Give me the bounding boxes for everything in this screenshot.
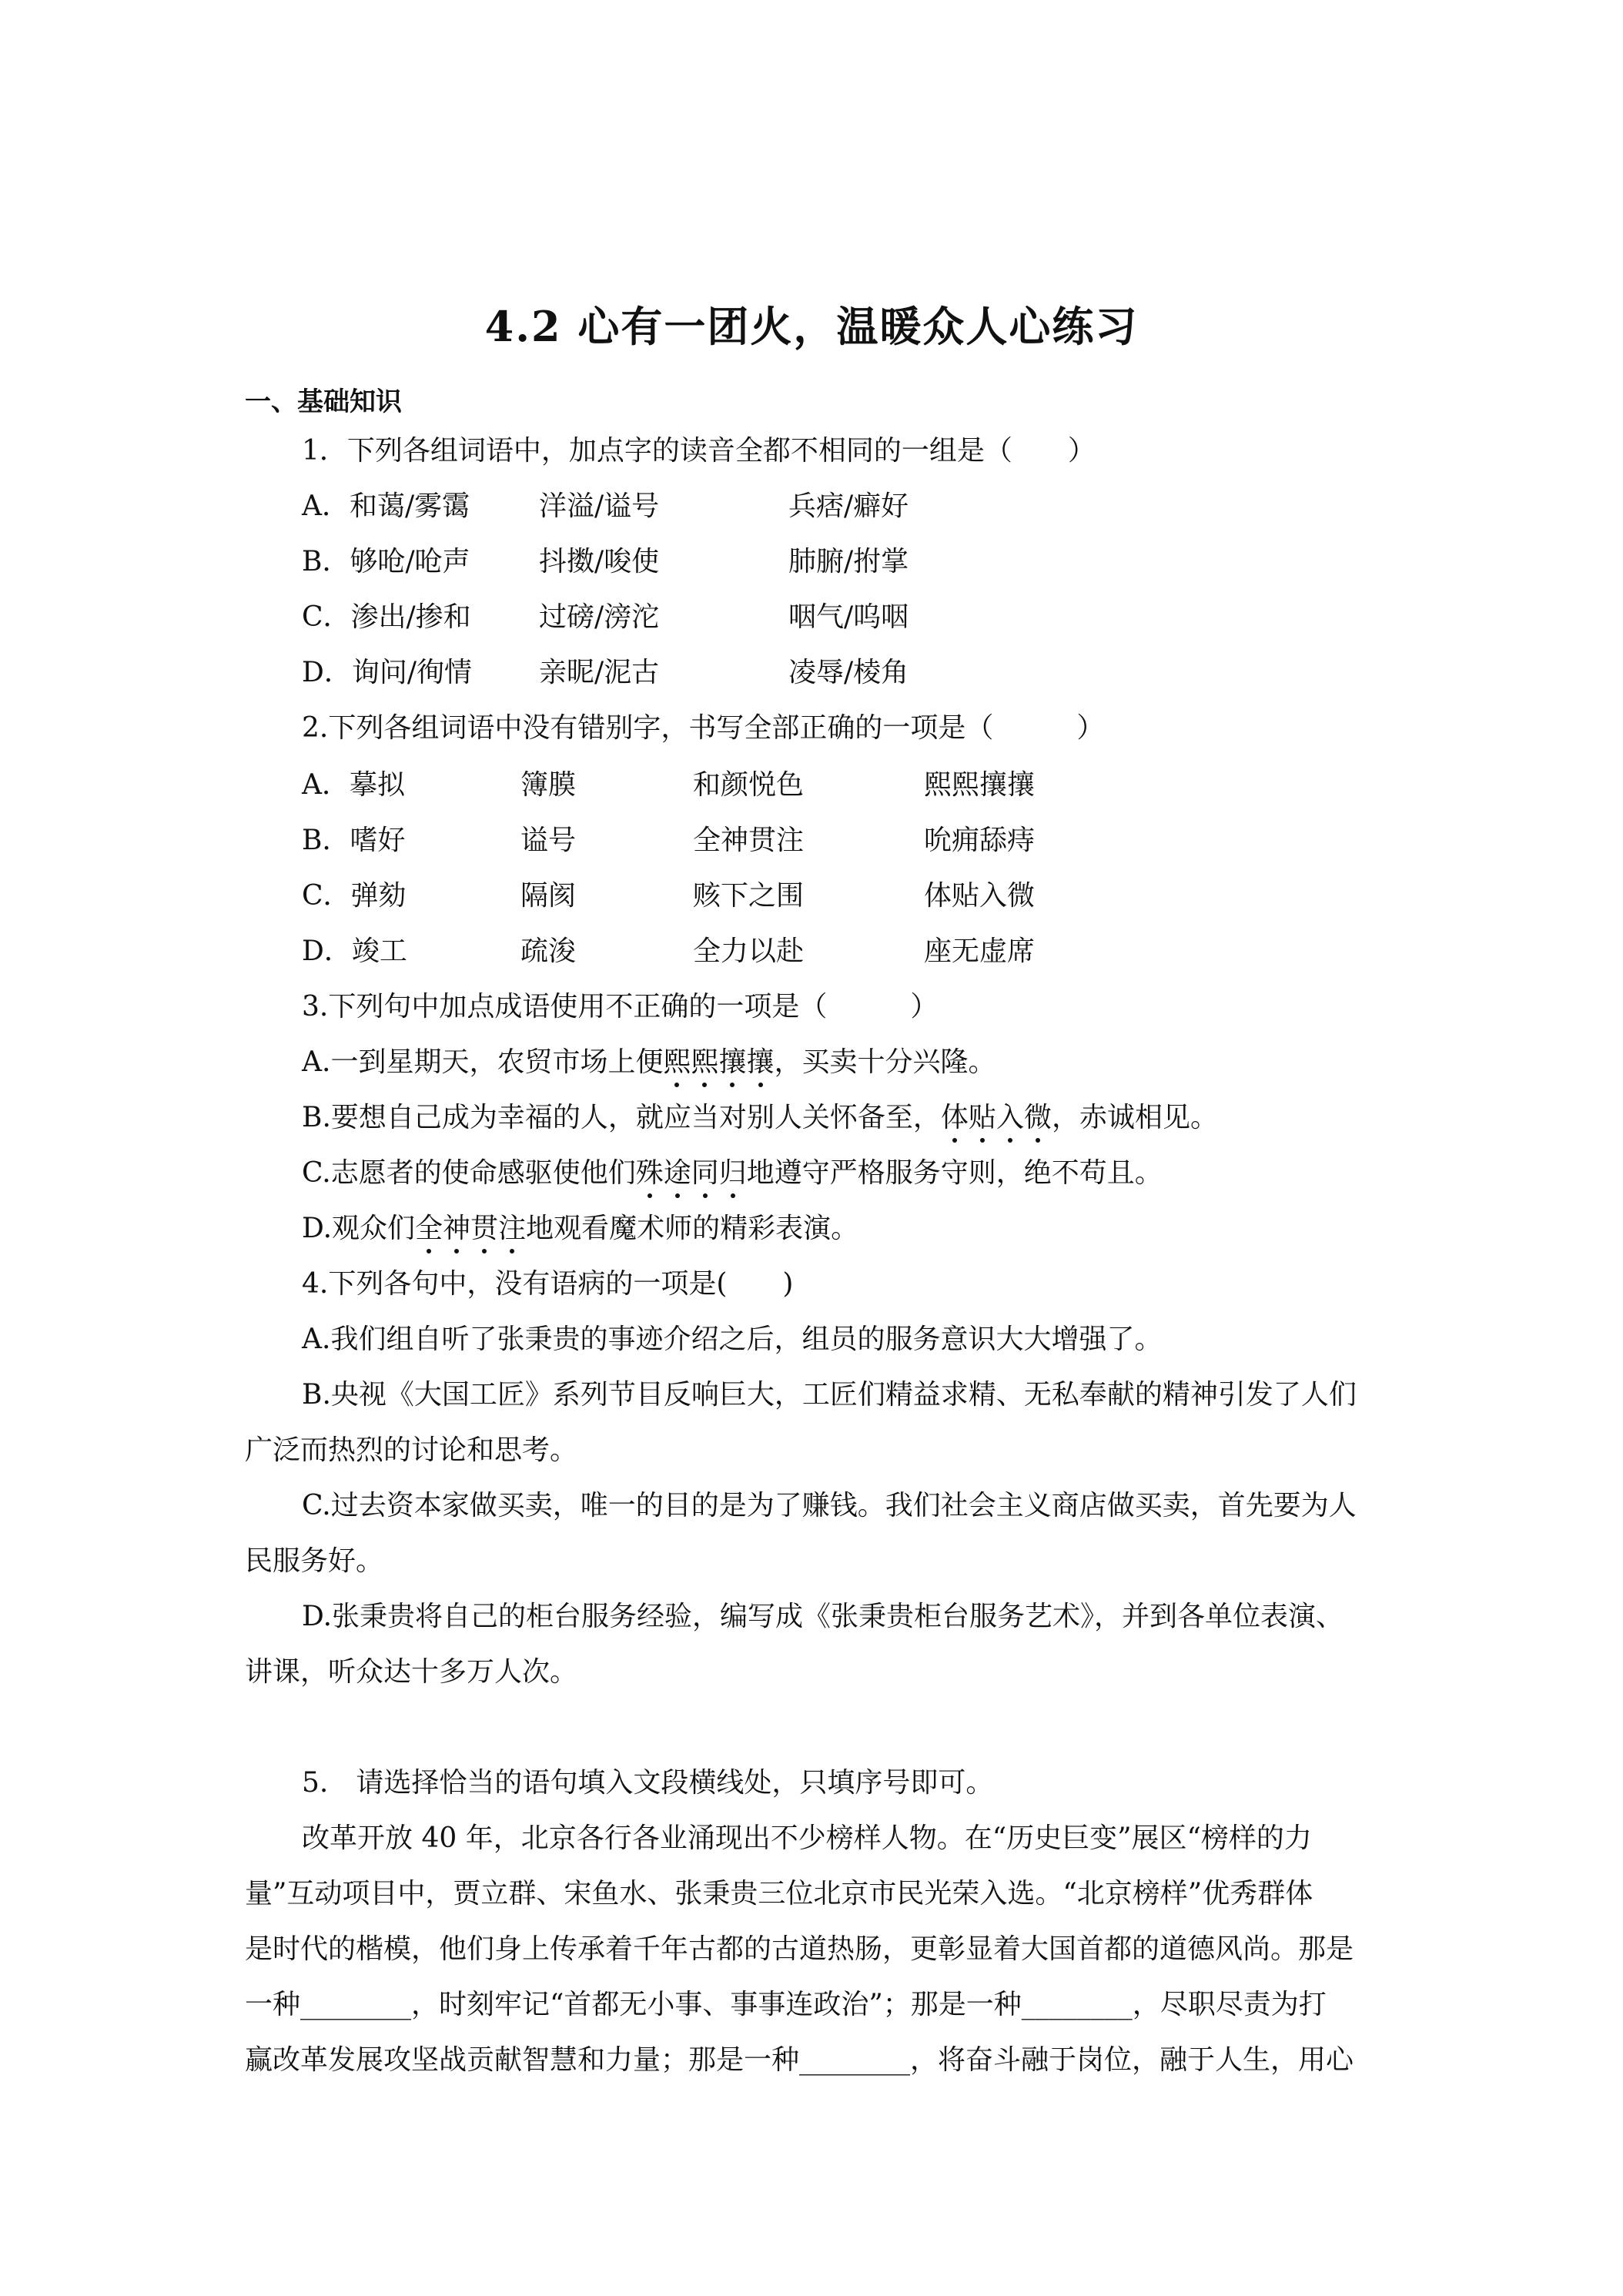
dotted-char: 入 (996, 1098, 1024, 1138)
q2-option-d (302, 932, 1149, 972)
q1-d-group-1: D．询问/徇情 (302, 657, 472, 688)
q1-c-group-2: 过磅/滂沱 (539, 601, 660, 633)
q5-passage-line-4: 一种________，时刻牢记“首都无小事、事事连政治”；那是一种________，尽职尽责为打 (245, 1989, 1327, 2020)
q1-option-d (302, 653, 1072, 693)
q2-a-word-2: 簿膜 (520, 769, 577, 801)
q1-d-group-2: 亲昵/泥古 (539, 657, 660, 688)
dotted-char: 全 (415, 1209, 443, 1249)
question-3-stem: 3.下列句中加点成语使用不正确的一项是（ ） (302, 991, 939, 1022)
q4-option-a: A.我们组自听了张秉贵的事迹介绍之后，组员的服务意识大大增强了。 (302, 1324, 1163, 1355)
q2-b-word-4: 吮痈舔痔 (924, 825, 1036, 856)
q3-d-dotted-idiom (415, 1213, 526, 1244)
q2-b-word-3: 全神贯注 (693, 825, 805, 856)
q3-b-post: ，赤诚相见。 (1051, 1102, 1218, 1133)
q5-passage-line-5: 赢改革发展攻坚战贡献智慧和力量；那是一种________，将奋斗融于岗位，融于人生，用心 (245, 2044, 1354, 2076)
q4-option-d-line-1: D.张秉贵将自己的柜台服务经验，编写成《张秉贵柜台服务艺术》，并到各单位表演、 (302, 1601, 1344, 1632)
q3-option-d (302, 1209, 858, 1249)
q3-b-dotted-idiom (941, 1102, 1052, 1133)
q2-d-word-2: 疏浚 (520, 935, 577, 967)
q2-option-a (302, 765, 1149, 805)
q4-option-b-line-2: 广泛而热烈的讨论和思考。 (245, 1434, 578, 1466)
q3-b-pre: B.要想自己成为幸福的人，就应当对别人关怀备至， (302, 1102, 941, 1133)
q5-passage-line-3: 是时代的楷模，他们身上传承着千年古都的古道热肠，更彰显着大国首都的道德风尚。那是 (245, 1933, 1354, 1965)
q1-option-c (302, 597, 1072, 638)
q3-c-dotted-idiom (636, 1157, 747, 1189)
question-5-stem: 5. 请选择恰当的语句填入文段横线处，只填序号即可。 (302, 1767, 994, 1799)
q3-d-pre: D.观众们 (302, 1213, 416, 1244)
q5-passage-line-2: 量”互动项目中，贾立群、宋鱼水、张秉贵三位北京市民光荣入选。“北京榜样”优秀群体 (245, 1878, 1313, 1909)
dotted-char: 神 (443, 1209, 470, 1249)
q2-c-word-2: 隔阂 (520, 880, 577, 912)
q1-c-group-1: C．渗出/掺和 (302, 601, 471, 633)
q4-option-d-line-2: 讲课，听众达十多万人次。 (245, 1656, 578, 1688)
q2-b-word-2: 谥号 (520, 825, 577, 856)
q2-c-word-4: 体贴入微 (924, 880, 1036, 912)
question-4-stem: 4.下列各句中，没有语病的一项是( ) (302, 1268, 794, 1300)
q3-option-c (302, 1153, 1163, 1193)
q2-c-word-1: C．弹劾 (302, 880, 407, 912)
q1-b-group-1: B．够呛/呛声 (302, 546, 470, 577)
dotted-char: 体 (941, 1098, 969, 1138)
q1-a-group-2: 洋溢/谥号 (539, 490, 660, 522)
dotted-char: 途 (664, 1153, 691, 1193)
q2-a-word-3: 和颜悦色 (693, 769, 805, 801)
q3-c-pre: C.志愿者的使命感驱使他们 (302, 1157, 636, 1189)
q1-b-group-2: 抖擞/唆使 (539, 546, 660, 577)
q3-d-post: 地观看魔术师的精彩表演。 (526, 1213, 859, 1244)
q1-d-group-3: 凌辱/棱角 (788, 657, 909, 688)
q2-a-word-1: A．摹拟 (302, 769, 405, 801)
dotted-char: 微 (1024, 1098, 1052, 1138)
dotted-char: 同 (691, 1153, 719, 1193)
page-title: 4.2 心有一团火，温暖众人心练习 (484, 302, 1139, 351)
dotted-char: 注 (498, 1209, 526, 1249)
q1-option-a (302, 487, 1072, 527)
q5-passage-line-1: 改革开放 40 年，北京各行各业涌现出不少榜样人物。在“历史巨变”展区“榜样的力 (302, 1822, 1312, 1854)
q3-a-post: ，买卖十分兴隆。 (774, 1046, 996, 1078)
q2-d-word-3: 全力以赴 (693, 935, 805, 967)
dotted-char: 殊 (636, 1153, 664, 1193)
q3-option-a (302, 1043, 996, 1083)
question-1-stem: 1．下列各组词语中，加点字的读音全都不相同的一组是（ ） (302, 435, 1096, 467)
dotted-char: 攘 (718, 1043, 746, 1083)
q2-d-word-4: 座无虚席 (924, 935, 1036, 967)
q2-b-word-1: B．嗜好 (302, 825, 406, 856)
question-2-stem: 2.下列各组词语中没有错别字，书写全部正确的一项是（ ） (302, 712, 1105, 744)
q1-c-group-3: 咽气/呜咽 (788, 601, 909, 633)
q2-a-word-4: 熙熙攘攘 (924, 769, 1036, 801)
q1-a-group-3: 兵痞/癖好 (788, 490, 909, 522)
q2-c-word-3: 赅下之围 (693, 880, 805, 912)
q3-option-b (302, 1098, 1218, 1138)
dotted-char: 攘 (747, 1043, 775, 1083)
q4-option-c-line-2: 民服务好。 (245, 1545, 384, 1577)
q2-d-word-1: D．竣工 (302, 935, 407, 967)
q2-option-b (302, 821, 1149, 861)
q1-b-group-3: 肺腑/拊掌 (788, 546, 909, 577)
dotted-char: 归 (719, 1153, 747, 1193)
q4-option-b-line-1: B.央视《大国工匠》系列节目反响巨大，工匠们精益求精、无私奉献的精神引发了人们 (302, 1379, 1357, 1411)
section-heading: 一、基础知识 (245, 387, 402, 417)
dotted-char: 贴 (969, 1098, 996, 1138)
dotted-char: 贯 (470, 1209, 498, 1249)
dotted-char: 熙 (663, 1043, 691, 1083)
q1-a-group-1: A．和蔼/雾霭 (302, 490, 470, 522)
q3-c-post: 地遵守严格服务守则，绝不苟且。 (746, 1157, 1163, 1189)
q3-a-pre: A.一到星期天，农贸市场上便 (302, 1046, 664, 1078)
dotted-char: 熙 (691, 1043, 718, 1083)
q1-option-b (302, 542, 1072, 582)
q2-option-c (302, 876, 1149, 916)
q4-option-c-line-1: C.过去资本家做买卖，唯一的目的是为了赚钱。我们社会主义商店做买卖，首先要为人 (302, 1490, 1357, 1521)
q3-a-dotted-idiom (663, 1046, 774, 1078)
